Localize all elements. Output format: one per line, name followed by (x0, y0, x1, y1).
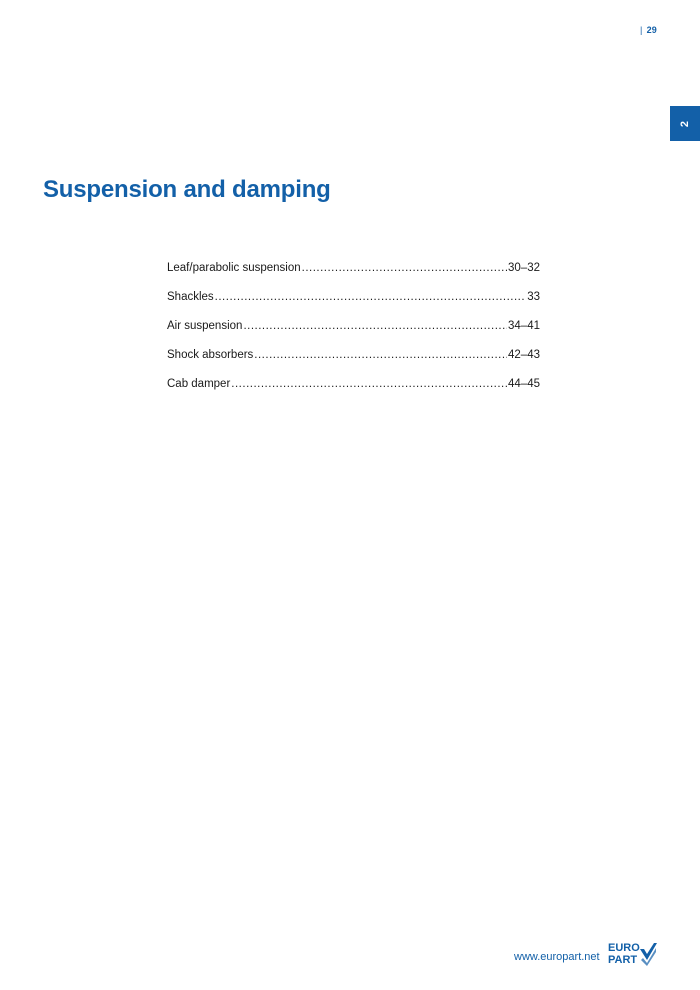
toc-item-shock-absorbers[interactable] (167, 349, 540, 378)
toc-item-label: Leaf/parabolic suspension (167, 262, 301, 274)
check-mark-icon (640, 943, 657, 966)
toc-leader-dots (231, 378, 507, 390)
toc-item-pages: 44–45 (508, 378, 540, 390)
footer-website-link[interactable]: www.europart.net (514, 951, 600, 963)
toc-item-leaf-parabolic-suspension[interactable] (167, 262, 540, 291)
page-title: Suspension and damping (43, 176, 331, 203)
toc-item-shackles[interactable] (167, 291, 540, 320)
logo-text-top: EURO (608, 942, 640, 954)
toc-item-label: Cab damper (167, 378, 231, 390)
chapter-tab[interactable] (670, 106, 700, 141)
page-number-value: 29 (646, 25, 657, 35)
toc-item-pages: 30–32 (508, 262, 540, 274)
toc-item-pages: 42–43 (508, 349, 540, 361)
toc-item-cab-damper[interactable] (167, 378, 540, 407)
toc-item-label: Air suspension (167, 320, 243, 332)
toc-leader-dots (302, 262, 507, 274)
page-number (640, 25, 657, 35)
logo-text-bottom: PART (608, 954, 638, 966)
toc-item-pages: 33 (527, 291, 540, 303)
table-of-contents (167, 262, 540, 407)
toc-item-pages: 34–41 (508, 320, 540, 332)
toc-item-label: Shock absorbers (167, 349, 254, 361)
toc-item-label: Shackles (167, 291, 214, 303)
toc-leader-dots (254, 349, 507, 361)
chapter-tab-number: 2 (679, 120, 691, 127)
toc-leader-dots (243, 320, 507, 332)
toc-leader-dots (215, 291, 527, 303)
page-number-separator: | (640, 25, 643, 35)
europart-logo (607, 940, 657, 966)
toc-item-air-suspension[interactable] (167, 320, 540, 349)
